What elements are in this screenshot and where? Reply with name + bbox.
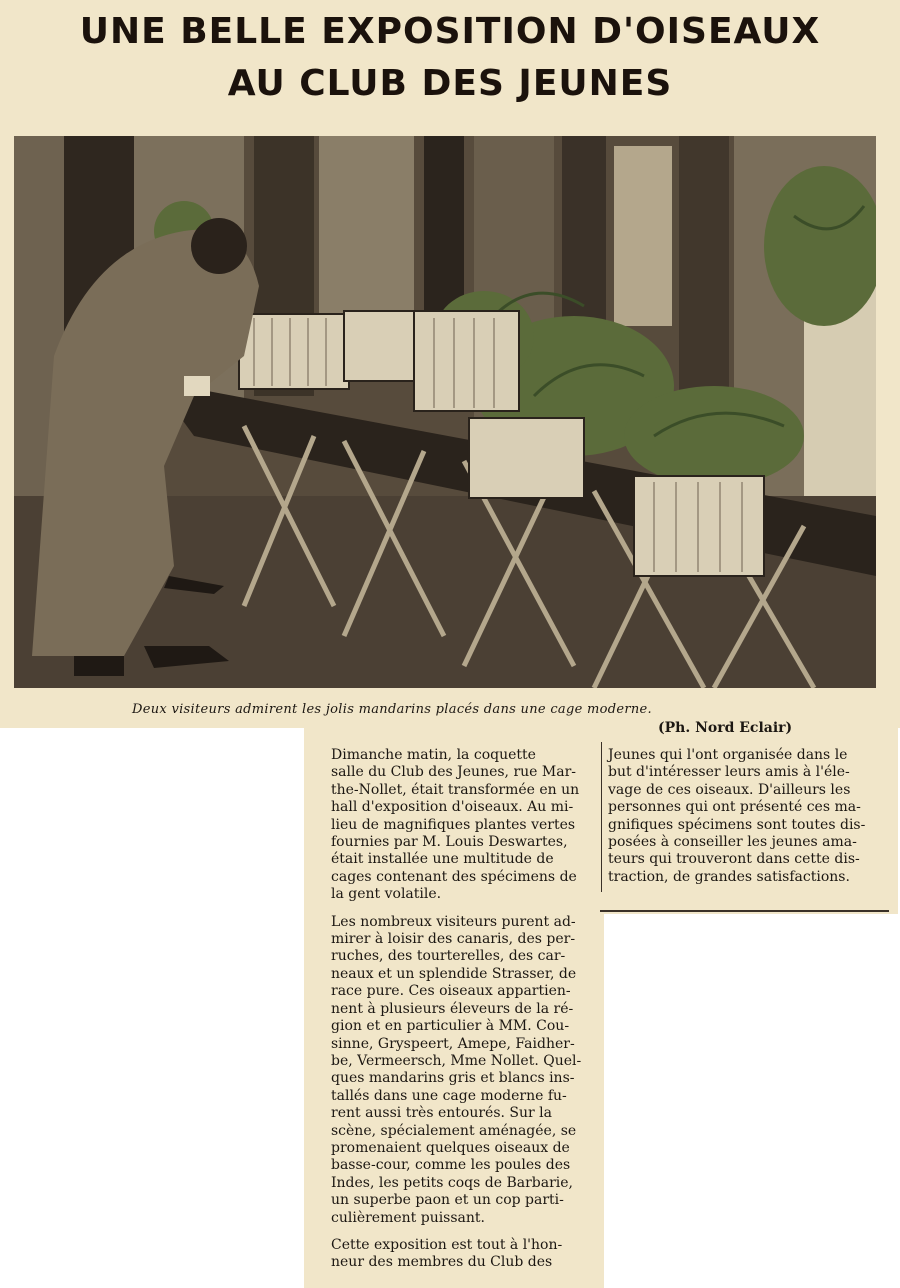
text-line: salle du Club des Jeunes, rue Mar-	[331, 764, 576, 781]
text-line: Cette exposition est tout à l'hon-	[331, 1236, 563, 1253]
text-line: neur des membres du Club des	[331, 1254, 553, 1271]
text-line: était installée une multitude de	[331, 851, 554, 868]
text-line: promenaient quelques oiseaux de	[331, 1139, 570, 1156]
article-column-1	[313, 747, 595, 1272]
text-line: personnes qui ont présenté ces ma-	[608, 799, 861, 816]
text-line: Dimanche matin, la coquette	[331, 747, 536, 763]
headline-line-1: UNE BELLE EXPOSITION D'OISEAUX	[79, 11, 821, 52]
article-paragraph-3	[313, 1237, 595, 1272]
text-line: vage de ces oiseaux. D'ailleurs les	[608, 781, 851, 798]
headline-line-2: AU CLUB DES JEUNES	[227, 63, 673, 104]
text-line: un superbe paon et un cop parti-	[331, 1192, 564, 1209]
text-line: scène, spécialement aménagée, se	[331, 1122, 577, 1139]
text-line: Jeunes qui l'ont organisée dans le	[608, 747, 848, 763]
text-line: Indes, les petits coqs de Barbarie,	[331, 1174, 573, 1191]
column-divider	[601, 742, 602, 892]
article-end-rule	[600, 910, 889, 912]
text-line: sinne, Gryspeert, Amepe, Faidher-	[331, 1035, 575, 1052]
text-line: culièrement puissant.	[331, 1209, 485, 1226]
text-line: posées à conseiller les jeunes ama-	[608, 834, 857, 851]
article-paragraph-4	[608, 747, 890, 886]
text-line: ques mandarins gris et blancs ins-	[331, 1070, 575, 1087]
text-line: rent aussi très entourés. Sur la	[331, 1105, 552, 1122]
text-line: basse-cour, comme les poules des	[331, 1157, 571, 1174]
text-line: be, Vermeersch, Mme Nollet. Quel-	[331, 1052, 582, 1069]
exhibition-photo	[14, 136, 876, 688]
text-line: gnifiques spécimens sont toutes dis-	[608, 816, 866, 833]
text-line: hall d'exposition d'oiseaux. Au mi-	[331, 799, 574, 816]
text-line: but d'intéresser leurs amis à l'éle-	[608, 764, 850, 781]
text-line: race pure. Ces oiseaux appartien-	[331, 983, 571, 1000]
article-column-2	[608, 747, 890, 886]
text-line: the-Nollet, était transformée en un	[331, 781, 580, 798]
article-paragraph-1	[313, 747, 595, 904]
text-line: cages contenant des spécimens de	[331, 868, 577, 885]
text-line: fournies par M. Louis Deswartes,	[331, 834, 568, 851]
text-line: teurs qui trouveront dans cette dis-	[608, 851, 860, 868]
text-line: nent à plusieurs éleveurs de la ré-	[331, 1000, 574, 1017]
text-line: lieu de magnifiques plantes vertes	[331, 816, 576, 833]
text-line: gion et en particulier à MM. Cou-	[331, 1018, 570, 1035]
exhibition-photo-illustration	[14, 136, 876, 688]
photo-caption: Deux visiteurs admirent les jolis mandarins placés dans une cage moderne.	[132, 702, 652, 717]
text-line: neaux et un splendide Strasser, de	[331, 965, 577, 982]
text-line: Les nombreux visiteurs purent ad-	[331, 913, 576, 930]
text-line: la gent volatile.	[331, 886, 442, 903]
text-line: tallés dans une cage moderne fu-	[331, 1087, 567, 1104]
text-line: ruches, des tourterelles, des car-	[331, 948, 566, 965]
text-line: traction, de grandes satisfactions.	[608, 868, 850, 885]
text-line: mirer à loisir des canaris, des per-	[331, 931, 576, 948]
article-paragraph-2	[313, 914, 595, 1227]
photo-credit: (Ph. Nord Eclair)	[658, 720, 793, 736]
